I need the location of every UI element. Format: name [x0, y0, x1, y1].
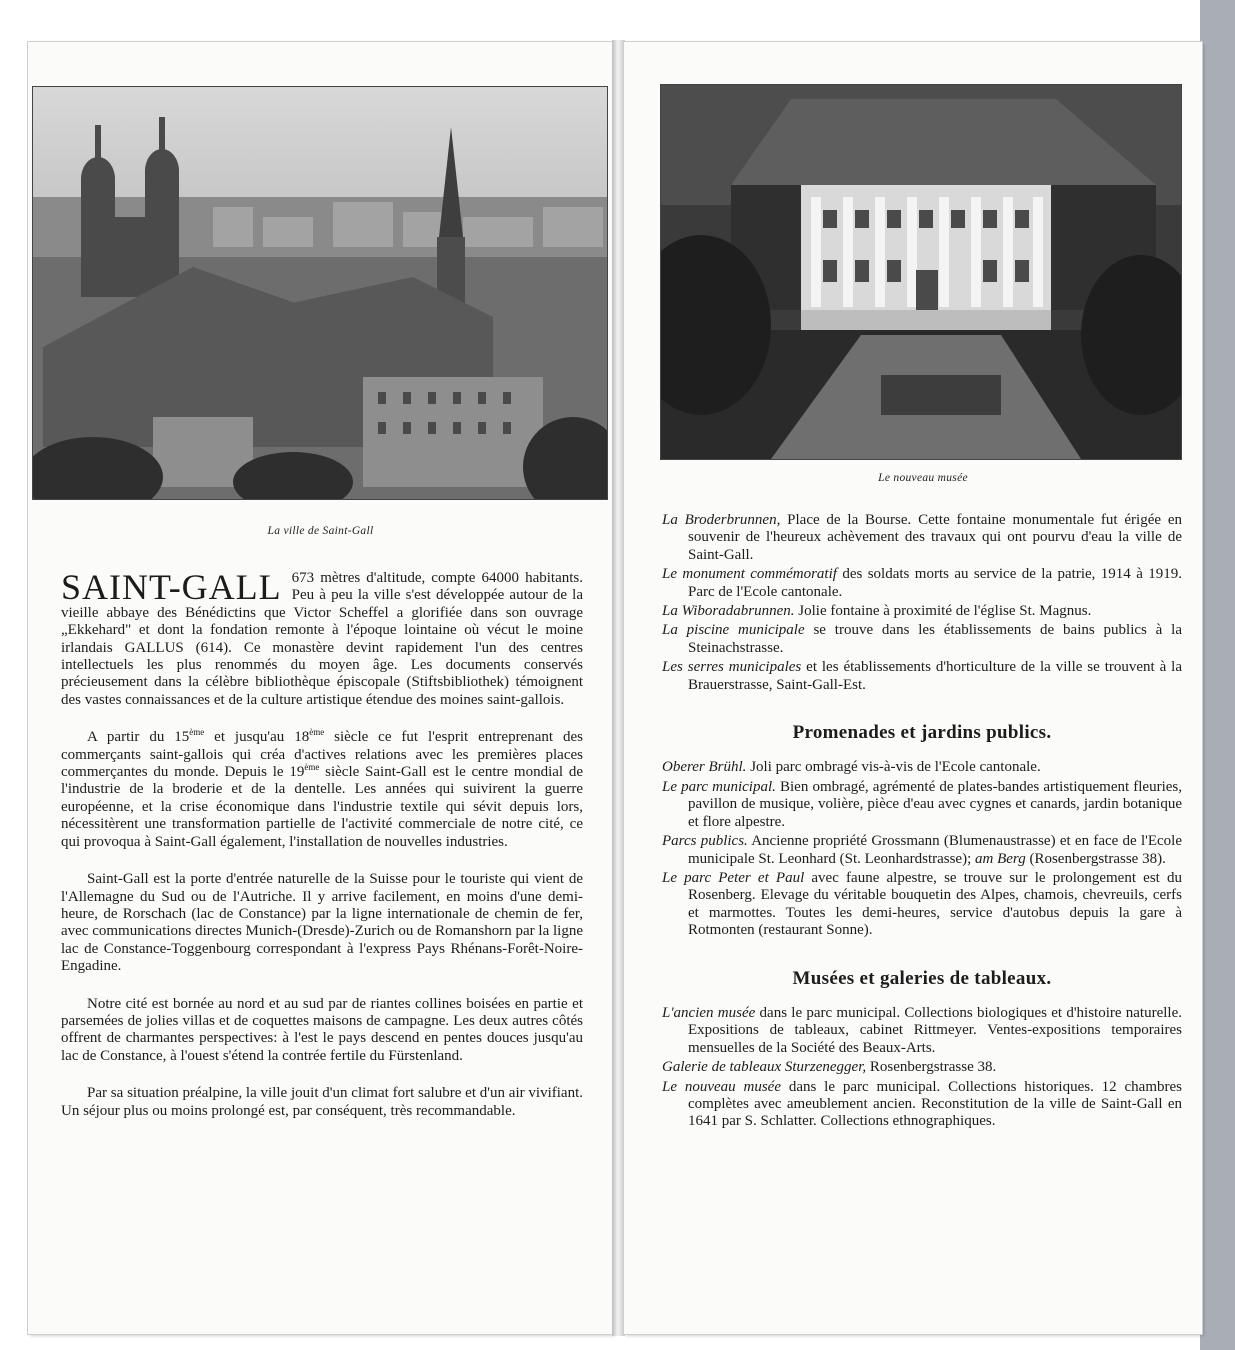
- entry-title: Le nouveau musée: [662, 1078, 781, 1095]
- surroundings-paragraph: Notre cité est bornée au nord et au sud par de riantes collines boisées en partie et parsemées de jolies villas et de coquettes maisons de campagne. Les deux autres côtés offrent de charmantes perspectives: à l'est le pays descend en pentes douces jusqu'au lac de Constance, à l'ouest s'étend la contrée fertile du Fürstenland.: [61, 995, 583, 1064]
- text-part: A partir du 15: [87, 729, 190, 746]
- intro-paragraph: [61, 567, 583, 709]
- left-text-column: [61, 567, 583, 1140]
- text-part: siècle ce fut l'esprit entreprenant des commerçants saint-gallois qui créa d'actives relations avec les premières places commerçantes du monde. Depuis le 19: [61, 729, 583, 781]
- access-paragraph: Saint-Gall est la porte d'entrée naturelle de la Suisse pour le touriste qui vient de l'Allemagne du Sud ou de l'Autriche. Il y arrive facilement, en moins d'une demi-heure, de Rorschach (lac de Constance) par la ligne internationale de chemin de fer, avec communications directes Munich-(Dresde)-Zurich ou de Romanshorn par la ligne lac de Constance-Toggenbourg correspondant à l'express Pays Rhénans-Forêt-Noire-Engadine.: [61, 871, 583, 975]
- left-page: [28, 42, 613, 1334]
- superscript: ème: [309, 727, 325, 738]
- list-item: [662, 1005, 1182, 1057]
- parks-heading: Promenades et jardins publics.: [792, 722, 1052, 744]
- text-part: siècle Saint-Gall est le centre mondial de l'industrie de la broderie et de la dentelle. Les années qui suivirent la guerre européenne, et la crise économique dans l'industrie textile qui sévit depuis lors, nécessitèrent une transformation partielle de l'activité commerciale de notre cité, ce qui provoqua à Saint-Gall également, l'installation de nouvelles industries.: [61, 764, 583, 850]
- entry-text-secondary: (Rosenbergstrasse 38).: [1025, 850, 1166, 867]
- entry-title: Galerie de tableaux Sturzenegger,: [662, 1059, 867, 1076]
- entry-title: La Wiboradabrunnen.: [662, 603, 795, 620]
- entry-text: dans le parc municipal. Collections historiques. 12 chambres complètes avec ameublement ancien. Reconstitution de la ville de Saint-Gall en 1641 par S. Schlatter. Collections ethnographiques.: [688, 1078, 1182, 1130]
- entry-text: avec faune alpestre, se trouve sur le prolongement est du Rosenberg. Elevage du véritable bouquetin des Alpes, chamois, chevreuils, cerfs et marmottes. Toutes les demi-heures, service d'autobus depuis la gare à Rotmonten (restaurant Sonne).: [688, 869, 1182, 939]
- right-page: [624, 42, 1202, 1334]
- entry-text: et les établissements d'horticulture de la ville se trouvent à la Brauerstrasse, Saint-Gall-Est.: [688, 659, 1182, 693]
- list-item: [662, 622, 1182, 657]
- entry-text: Rosenbergstrasse 38.: [866, 1059, 997, 1076]
- museums-heading: Musées et galeries de tableaux.: [792, 967, 1052, 989]
- intro-text: 673 mètres d'altitude, compte 64000 habitants. Peu à peu la ville s'est développée autour de la vieille abbaye des Bénédictins que Victor Scheffel a glorifiée dans son ouvrage „Ekkehard" et dont la fondation remonte à l'époque lointaine où vécut le moine irlandais GALLUS (614). Ce monastère devint rapidement l'un des centres intellectuels les plus renommés du moyen âge. Les documents conservés précieusement dans la célèbre bibliothèque épiscopale (Stiftsbibliothek) témoignent des vastes connaissances et de la culture artistique étendue des moines saint-gallois.: [61, 570, 583, 708]
- entry-title: Le parc Peter et Paul: [662, 869, 805, 886]
- background-strip: [1200, 0, 1235, 1350]
- superscript: ème: [304, 762, 320, 773]
- list-item: [662, 833, 1182, 868]
- list-item: [662, 659, 1182, 694]
- entry-title: Le monument commémoratif: [662, 566, 837, 583]
- entry-title-secondary: am Berg: [975, 850, 1026, 867]
- text-part: et jusqu'au 18: [204, 729, 310, 746]
- museum-photo-caption: Le nouveau musée: [878, 472, 968, 484]
- list-item: [662, 870, 1182, 940]
- entry-text: Jolie fontaine à proximité de l'église St. Magnus.: [794, 603, 1092, 620]
- entry-title: La piscine municipale: [662, 622, 805, 639]
- entry-title: Les serres municipales: [662, 659, 802, 676]
- list-item: [662, 779, 1182, 831]
- museum-photo: [660, 84, 1182, 460]
- climate-paragraph: Par sa situation préalpine, la ville jouit d'un climat fort salubre et d'un air vivifiant. Un séjour plus ou moins prolongé est, par conséquent, très recommandable.: [61, 1085, 583, 1119]
- entry-text: se trouve dans les établissements de bains publics à la Steinachstrasse.: [688, 622, 1182, 656]
- entry-text: Place de la Bourse. Cette fontaine monumentale fut érigée en souvenir de l'heureux achèvement des travaux qui ont pourvu d'eau la ville de Saint-Gall.: [688, 512, 1182, 563]
- list-item: [662, 566, 1182, 601]
- entry-text: Ancienne propriété Grossmann (Blumenaustrasse) et en face de l'Ecole municipale St. Leonhard (St. Leonhardstrasse);: [688, 833, 1182, 867]
- list-item: [662, 1059, 1182, 1076]
- city-photo-caption: La ville de Saint-Gall: [267, 525, 374, 537]
- parks-list: [662, 759, 1182, 939]
- entry-title: Oberer Brühl.: [662, 759, 747, 776]
- entry-text: Joli parc ombragé vis-à-vis de l'Ecole cantonale.: [746, 759, 1041, 776]
- city-name: SAINT-GALL: [61, 567, 282, 607]
- list-item: [662, 512, 1182, 564]
- entry-text: Bien ombragé, agrémenté de plates-bandes artistiquement fleuries, pavillon de musique, volière, pièce d'eau avec cygnes et canards, jardin botanique et flore alpestre.: [688, 778, 1182, 830]
- superscript: ème: [189, 727, 205, 738]
- monuments-list: [662, 512, 1182, 694]
- entry-title: Le parc municipal.: [662, 778, 776, 795]
- museums-list: [662, 1005, 1182, 1131]
- entry-title: L'ancien musée: [662, 1004, 756, 1021]
- list-item: [662, 1079, 1182, 1131]
- entry-title: La Broderbrunnen,: [662, 512, 781, 528]
- city-photo: [32, 86, 608, 500]
- right-text-column: [662, 512, 1182, 1133]
- entry-text: des soldats morts au service de la patrie, 1914 à 1919. Parc de l'Ecole cantonale.: [688, 566, 1182, 600]
- list-item: [662, 603, 1182, 620]
- list-item: [662, 759, 1182, 776]
- history-paragraph: [61, 729, 583, 851]
- entry-text: dans le parc municipal. Collections biologiques et d'histoire naturelle. Expositions de tableaux, cabinet Rittmeyer. Ventes-expositions temporaires mensuelles de la Société des Beaux-Arts.: [688, 1004, 1182, 1056]
- entry-title: Parcs publics.: [662, 833, 748, 850]
